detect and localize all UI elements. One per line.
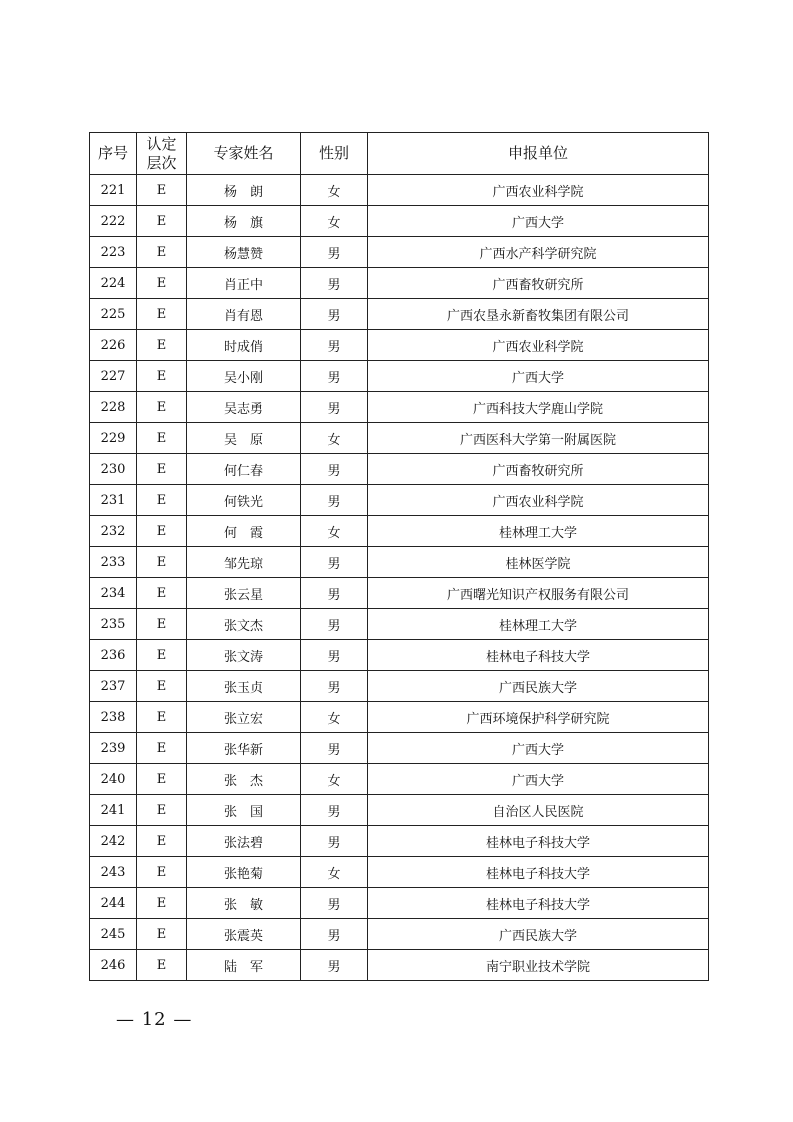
cell-level: E [137,423,187,454]
cell-level: E [137,733,187,764]
cell-gender: 女 [301,206,368,237]
table-row [90,268,709,299]
header-index: 序号 [90,133,137,175]
cell-unit: 桂林电子科技大学 [368,826,709,857]
cell-unit: 广西畜牧研究所 [368,454,709,485]
cell-gender: 女 [301,857,368,888]
table-row [90,888,709,919]
cell-index: 239 [90,733,137,764]
expert-table [89,132,709,981]
cell-unit: 广西大学 [368,361,709,392]
cell-index: 228 [90,392,137,423]
cell-level: E [137,795,187,826]
cell-unit: 广西农业科学院 [368,330,709,361]
cell-gender: 男 [301,299,368,330]
header-level-line1: 认定 [146,134,177,153]
cell-name: 肖正中 [187,268,301,299]
cell-level: E [137,671,187,702]
table-row [90,361,709,392]
cell-unit: 广西畜牧研究所 [368,268,709,299]
cell-gender: 女 [301,702,368,733]
cell-gender: 女 [301,516,368,547]
cell-name: 张文杰 [187,609,301,640]
cell-gender: 女 [301,423,368,454]
cell-level: E [137,485,187,516]
cell-level: E [137,950,187,981]
cell-unit: 广西水产科学研究院 [368,237,709,268]
cell-gender: 男 [301,485,368,516]
cell-unit: 广西民族大学 [368,671,709,702]
cell-index: 225 [90,299,137,330]
cell-name: 陆 军 [187,950,301,981]
cell-unit: 桂林电子科技大学 [368,640,709,671]
header-level [137,133,187,175]
cell-index: 224 [90,268,137,299]
cell-index: 243 [90,857,137,888]
cell-index: 222 [90,206,137,237]
table-row [90,237,709,268]
header-row [90,133,709,175]
cell-index: 237 [90,671,137,702]
cell-unit: 广西大学 [368,206,709,237]
cell-name: 张玉贞 [187,671,301,702]
table-header [90,133,709,175]
cell-name: 杨 旗 [187,206,301,237]
cell-unit: 广西大学 [368,733,709,764]
cell-name: 张立宏 [187,702,301,733]
cell-gender: 男 [301,950,368,981]
cell-unit: 广西环境保护科学研究院 [368,702,709,733]
table-row [90,423,709,454]
cell-gender: 男 [301,268,368,299]
cell-gender: 男 [301,888,368,919]
cell-level: E [137,330,187,361]
cell-level: E [137,764,187,795]
cell-gender: 男 [301,330,368,361]
cell-gender: 男 [301,237,368,268]
table-row [90,950,709,981]
cell-index: 233 [90,547,137,578]
header-name: 专家姓名 [187,133,301,175]
cell-unit: 桂林电子科技大学 [368,888,709,919]
cell-index: 232 [90,516,137,547]
table-row [90,485,709,516]
cell-unit: 广西农业科学院 [368,175,709,206]
table-row [90,919,709,950]
cell-name: 肖有恩 [187,299,301,330]
page-number: — 12 — [116,1009,193,1030]
cell-unit: 桂林电子科技大学 [368,857,709,888]
table-row [90,764,709,795]
cell-name: 杨 朗 [187,175,301,206]
cell-index: 234 [90,578,137,609]
cell-gender: 男 [301,547,368,578]
cell-level: E [137,361,187,392]
cell-name: 何 霞 [187,516,301,547]
table-row [90,733,709,764]
cell-unit: 广西曙光知识产权服务有限公司 [368,578,709,609]
cell-name: 张艳菊 [187,857,301,888]
cell-index: 242 [90,826,137,857]
table-row [90,795,709,826]
cell-name: 张云星 [187,578,301,609]
cell-level: E [137,857,187,888]
cell-index: 226 [90,330,137,361]
cell-level: E [137,268,187,299]
cell-name: 时成俏 [187,330,301,361]
cell-index: 238 [90,702,137,733]
cell-gender: 男 [301,640,368,671]
cell-index: 244 [90,888,137,919]
cell-name: 吴 原 [187,423,301,454]
cell-level: E [137,237,187,268]
cell-unit: 广西民族大学 [368,919,709,950]
cell-name: 张华新 [187,733,301,764]
cell-unit: 广西农业科学院 [368,485,709,516]
table-row [90,702,709,733]
cell-unit: 桂林理工大学 [368,516,709,547]
cell-level: E [137,826,187,857]
table-row [90,392,709,423]
cell-name: 张法碧 [187,826,301,857]
cell-index: 236 [90,640,137,671]
table-row [90,640,709,671]
cell-index: 240 [90,764,137,795]
cell-level: E [137,454,187,485]
cell-level: E [137,609,187,640]
cell-level: E [137,299,187,330]
cell-index: 231 [90,485,137,516]
cell-gender: 男 [301,609,368,640]
table-row [90,609,709,640]
table-row [90,454,709,485]
cell-index: 245 [90,919,137,950]
cell-level: E [137,547,187,578]
cell-index: 235 [90,609,137,640]
header-unit: 申报单位 [368,133,709,175]
cell-gender: 男 [301,454,368,485]
cell-gender: 男 [301,919,368,950]
table-row [90,330,709,361]
cell-unit: 自治区人民医院 [368,795,709,826]
cell-name: 张文涛 [187,640,301,671]
table-body [90,175,709,981]
cell-level: E [137,516,187,547]
cell-index: 241 [90,795,137,826]
cell-index: 246 [90,950,137,981]
cell-name: 何铁光 [187,485,301,516]
cell-level: E [137,206,187,237]
cell-level: E [137,640,187,671]
cell-index: 227 [90,361,137,392]
cell-unit: 广西医科大学第一附属医院 [368,423,709,454]
cell-level: E [137,702,187,733]
cell-gender: 男 [301,578,368,609]
table-row [90,826,709,857]
table-row [90,175,709,206]
cell-name: 张 杰 [187,764,301,795]
cell-name: 张 敏 [187,888,301,919]
header-level-line2: 层次 [146,153,177,172]
cell-unit: 桂林医学院 [368,547,709,578]
table-row [90,516,709,547]
cell-level: E [137,392,187,423]
cell-gender: 男 [301,671,368,702]
cell-index: 230 [90,454,137,485]
table-row [90,578,709,609]
table-row [90,547,709,578]
cell-index: 223 [90,237,137,268]
cell-name: 吴小刚 [187,361,301,392]
cell-gender: 女 [301,764,368,795]
cell-index: 229 [90,423,137,454]
table-row [90,299,709,330]
header-gender: 性别 [301,133,368,175]
expert-table-container [89,132,705,981]
cell-name: 杨慧赞 [187,237,301,268]
cell-name: 吴志勇 [187,392,301,423]
cell-level: E [137,175,187,206]
cell-unit: 桂林理工大学 [368,609,709,640]
cell-name: 张震英 [187,919,301,950]
cell-unit: 广西大学 [368,764,709,795]
table-row [90,206,709,237]
cell-gender: 男 [301,392,368,423]
cell-level: E [137,919,187,950]
table-row [90,671,709,702]
cell-gender: 女 [301,175,368,206]
cell-name: 张 国 [187,795,301,826]
cell-gender: 男 [301,795,368,826]
cell-unit: 广西农垦永新畜牧集团有限公司 [368,299,709,330]
cell-unit: 南宁职业技术学院 [368,950,709,981]
cell-gender: 男 [301,826,368,857]
cell-level: E [137,578,187,609]
cell-unit: 广西科技大学鹿山学院 [368,392,709,423]
cell-name: 邹先琼 [187,547,301,578]
cell-gender: 男 [301,733,368,764]
cell-gender: 男 [301,361,368,392]
table-row [90,857,709,888]
cell-level: E [137,888,187,919]
cell-index: 221 [90,175,137,206]
cell-name: 何仁春 [187,454,301,485]
